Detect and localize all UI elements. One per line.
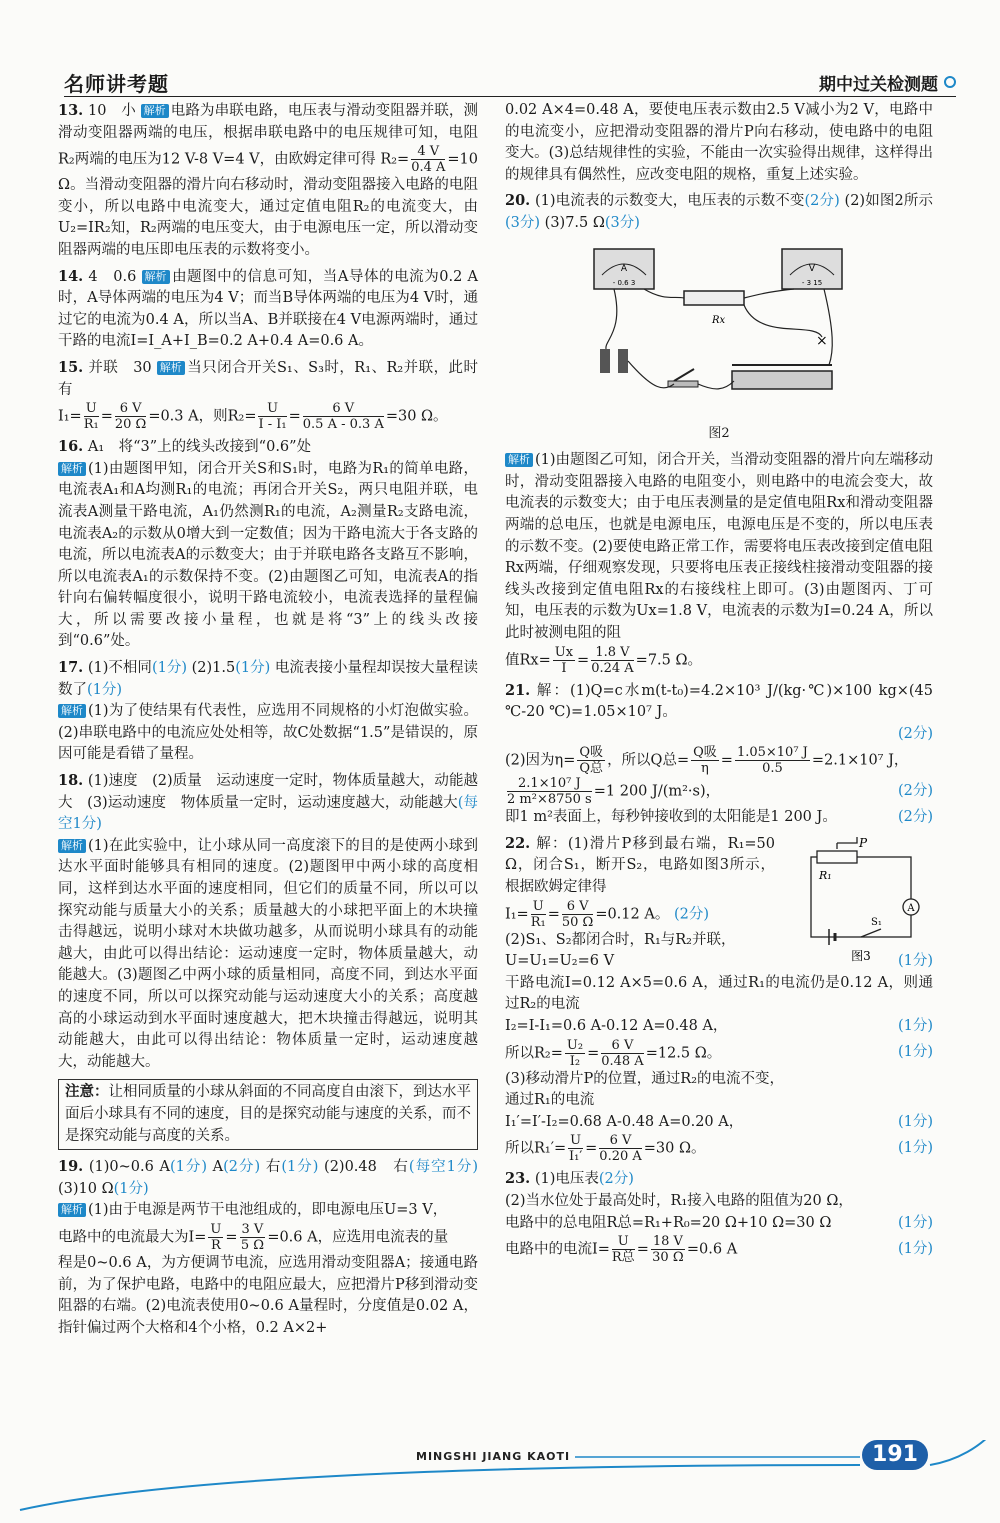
question-22: 22. 解：(1)滑片P移到最右端，R₁=50 Ω，闭合S₁，断开S₂，电路如图3所示，根据欧姆定律得 I₁= $\frac{U}{\text{R₁}}$ = $\frac{6 V}{50 \Omega}$ =0.12 A。 (2分) P R₁ A S₁ 图3 (2)S₁、S₂都闭合时，R₁与R₂并联， U=U₁=U₂=6 V (1分) 干路电流I=0.12 A×5=0.6 A，通过R₁的电流仍是0.12 A，则通过R₂的电流 I₂=I-I₁=0.6 A-0.12 A=0.48 A， (1分) 所以R₂= $\frac{\text{U₂}}{\text{I₂}}$ = $\frac{6 V}{0.48 A}$ =12.5 Ω。 (1分) (3)移动滑片P的位置，通过R₂的电流不变， 通过R₁的电流 I₁′=I′-I₂=0.68 A-0.48 A=0.20 A， (1分) 所以R₁′= $\frac{U}{\text{I₁′}}$ = $\frac{6 V}{0.20 A}$ =30 Ω。 (1分) xyxy=(505,834,933,1165)
voltmeter-scale: - 3 15 xyxy=(801,278,823,287)
page-number: 191 xyxy=(862,1440,928,1470)
note-box: 注意：让相同质量的小球从斜面的不同高度自由滚下，到达水平面后小球具有不同的速度，目的是探究动能与速度的关系，而不是探究动能与高度的关系。 xyxy=(58,1079,478,1150)
page-footer xyxy=(0,1440,1000,1523)
analysis-tag: 解析 xyxy=(142,270,170,284)
resistor-rx xyxy=(684,291,744,305)
cross-mark: × xyxy=(816,332,828,349)
analysis-tag: 解析 xyxy=(58,1203,86,1217)
analysis-tag: 解析 xyxy=(58,839,86,853)
formula-line: 所以R₁′= $\frac{U}{\text{I₁′}}$ = $\frac{6 V}{0.20 A}$ =30 Ω。 (1分) xyxy=(505,1133,933,1165)
figure-2-caption: 图2 xyxy=(708,425,730,441)
circuit-figure-3 xyxy=(791,835,931,965)
footer-text: MINGSHI JIANG KAOTI xyxy=(416,1450,571,1463)
switch-s1 xyxy=(861,929,881,937)
formula-line: 值Rx= $\frac{Ux}{I}$ = $\frac{1.8 V}{0.24 A}$ =7.5 Ω。 xyxy=(505,644,703,676)
s1-label: S₁ xyxy=(871,916,882,928)
question-16: 16. A₁ 将“3”上的线头改接到“0.6”处 解析 (1)由题图甲知，闭合开关S和S₁时，电路为R₁的简单电路，电流表A₁和A均测R₁的电流；再闭合开关S₂，两只电阻并联，电流表A测量干路电流，A₁仍然测R₁的电流，A₂测量R₂支路电流，电流表A₂的示数从0增大到一定数值；因为干路电流大于各支路的电流，所以电流表A的示数变大；由于并联电路各支路互不影响，所以电流表A₁的示数保持不变。(2)由题图乙可知，电流表A的指针向右偏转幅度很小，说明干路电流较小，电流表选择的量程偏大，所以需要改接小量程，也就是将“3”上的线头改接到“0.6”处。 xyxy=(58,438,478,650)
rx-label: Rx xyxy=(712,314,726,326)
header-dot-icon xyxy=(944,76,956,88)
question-23: 23. (1)电压表(2分) (2)当水位处于最高处时，R₁接入电路的阻值为20 Ω， 电路中的总电阻R总=R₁+R₀=20 Ω+10 Ω=30 Ω (1分) 电路中的电流I= $\frac{U}{\text{R总}}$ = $\frac{18 V}{30 \Omega}$ =0.6 A (1分) xyxy=(505,1170,933,1266)
question-19: 19. (1)0~0.6 A(1分) A(2分) 右(1分) (2)0.48 右(每空1分) (3)10 Ω(1分) 解析 (1)由于电源是两节干电池组成的，即电源电压U=3 V， 电路中的电流最大为I= $\frac{U}{R}$ = $\frac{3 V}{5 \Omega}$ =0.6 A，应选用电流表的量 程是0~0.6 A，为方便调节电流，应选用滑动变阻器A；接通电路前，为了保护电路，电路中的电阻应最大，应把滑片P移到滑动变阻器的右端。(2)电流表使用0~0.6 A量程时，分度值是0.02 A，指针偏过两个大格和4个小格，0.2 A×2+ xyxy=(58,1158,479,1336)
fraction: $\frac{4 V}{0.4 A}$ xyxy=(411,144,446,176)
section-title: 期中过关检测题 xyxy=(819,75,938,95)
figure-3-caption: 图3 xyxy=(851,948,871,963)
right-column xyxy=(505,100,933,1269)
question-17: 17. (1)不相同(1分) (2)1.5(1分) 电流表接小量程却误按大量程读数了(1分) 解析 (1)为了使结果有代表性，应选用不同规格的小灯泡做实验。(2)串联电路中的电流应处处相等，故C处数据“1.5”是错误的，原因可能是看错了量程。 xyxy=(58,659,479,763)
header-divider xyxy=(64,96,956,97)
formula-line: $\frac{\text{2.1×10⁷ J}}{\text{2 m²×8750 s}}$ =1 200 J/(m²·s)， (2分) xyxy=(507,776,933,808)
r1-label: R₁ xyxy=(819,868,832,882)
analysis-tag: 解析 xyxy=(505,453,533,467)
battery xyxy=(600,349,610,373)
analysis-tag: 解析 xyxy=(58,704,86,718)
rheostat xyxy=(732,371,832,389)
analysis-tag: 解析 xyxy=(157,361,185,375)
switch xyxy=(674,369,694,381)
formula-line: 电路中的电流I= $\frac{U}{\text{R总}}$ = $\frac{18 V}{30 \Omega}$ =0.6 A (1分) xyxy=(505,1234,933,1266)
ammeter-label: A xyxy=(620,263,628,274)
voltmeter-label: V xyxy=(808,263,816,274)
ammeter-label: A xyxy=(907,902,915,914)
circuit-figure-2 xyxy=(584,241,854,421)
question-21: 21. 解：(1)Q=c水m(t-t₀)=4.2×10³ J/(kg·℃)×100 kg×(45 ℃-20 ℃)=1.05×10⁷ J。 (2分) (2)因为η= $\frac{\text{Q吸}}{\text{Q总}}$ ，所以Q总= $\frac{\text{Q吸}}{\eta}$ = $\frac{\text{1.05×10⁷ J}}{0.5}$ =2.1×10⁷ J， $\frac{\text{2.1×10⁷ J}}{\text{2 m²×8750 s}}$ =1 200 J/(m²·s)， (2分) 即1 m²表面上，每秒钟接收到的太阳能是1 200 J。 (2分) xyxy=(505,681,934,826)
question-13: 13. 10 小 解析 电路为串联电路，电压表与滑动变阻器并联，测滑动变阻器两端的电压，根据串联电路中的电压规律可知，电阻R₂两端的电压为12 V-8 V=4 V，由欧姆定律可得 R₂= $\frac{4 V}{0.4 A}$ =10 Ω。当滑动变阻器的滑片向右移动时，滑动变阻器接入电路的电阻变小，所以电路中电流变大，通过定值电阻R₂的电流变大，由U₂=IR₂知，R₂两端的电压变大，由于电源电压一定，所以滑动变阻器两端的电压即电压表的示数将变小。 xyxy=(58,102,479,258)
formula-line: I₁= $\frac{U}{\text{R₁}}$ = $\frac{6 V}{20 \Omega}$ =0.3 A，则R₂= $\frac{U}{\text{I - I₁}}$ = $\frac{6 V}{0.5 A - 0.3 A}$ =30 Ω。 xyxy=(58,401,448,433)
question-20: 20. (1)电流表的示数变大，电压表的示数不变(2分) (2)如图2所示(3分) (3)7.5 Ω(3分) A - 0.6 3 V - 3 15 Rx × 图2 解析 (1)由题图乙可知，闭合开关，当滑动变阻器的滑片向左端移动时，滑动变阻器接入电路的电阻变小，则电路中的电流会变大，故电流表的示数变大；由于电压表测量的是定值电阻Rx和滑动变阻器两端的总电压，也就是电源电压，电源电压是不变的，所以电压表的示数不变。(2)要使电路正常工作，需要将电压表改接到定值电阻Rx两端，仔细观察发现，只要将电压表正接线柱接滑动变阻器的接线头改接到定值电阻Rx的右接线柱上即可。(3)由题图丙、丁可知，电压表的示数为Ux=1.8 V，电流表的示数为I=0.24 A，所以此时被测电阻的阻 值Rx= $\frac{Ux}{I}$ = $\frac{1.8 V}{0.24 A}$ =7.5 Ω。 xyxy=(505,192,933,676)
formula-line: (2)因为η= $\frac{\text{Q吸}}{\text{Q总}}$ ，所以Q总= $\frac{\text{Q吸}}{\eta}$ = $\frac{\text{1.05×10⁷ J}}{0.5}$ =2.1×10⁷ J， xyxy=(505,745,909,777)
question-18: 18. (1)速度 (2)质量 运动速度一定时，物体质量越大，动能越大 (3)运动速度 物体质量一定时，运动速度越大，动能越大(每空1分) 解析 (1)在此实验中，让小球从同一高度滚下的目的是使两小球到达水平面时能够具有相同的速度。(2)题图甲中两小球的高度相同，这样到达水平面的速度相同，但它们的质量不同，所以可以探究动能与质量大小的关系；质量越大的小球把平面上的木块撞击得越远，说明小球对木块做功越多，从而说明小球具有的动能越大，由此可以得出结论：运动速度一定时，物体质量越大，动能越大。(3)题图乙中两小球的质量相同，高度不同，到达水平面的速度不同，所以可以探究动能与运动速度大小的关系；高度越高的小球运动到水平面时速度越大，把木块撞击得越远，说明其动能越大，由此可以得出结论：物体质量一定时，运动速度越大，动能越大。 xyxy=(58,772,479,1070)
question-14: 14. 4 0.6 解析 由题图中的信息可知，当A导体的电流为0.2 A时，A导体两端的电压为4 V；而当B导体两端的电压为4 V时，通过它的电流为0.4 A，所以当A、B并联接在4 V电源两端时，通过干路的电流I=I_A+I_B=0.2 A+0.4 A=0.6 A。 xyxy=(58,267,478,350)
left-column xyxy=(58,100,478,1343)
formula-line: 电路中的电流最大为I= $\frac{U}{R}$ = $\frac{3 V}{5 \Omega}$ =0.6 A，应选用电流表的量 xyxy=(58,1221,449,1253)
page-header xyxy=(0,0,1000,100)
battery xyxy=(618,349,628,373)
formula-line: I₁= $\frac{U}{\text{R₁}}$ = $\frac{6 V}{50 \Omega}$ =0.12 A。 (2分) xyxy=(505,898,709,930)
analysis-tag: 解析 xyxy=(58,462,86,476)
ammeter-scale: - 0.6 3 xyxy=(612,278,636,287)
formula-line: 所以R₂= $\frac{\text{U₂}}{\text{I₂}}$ = $\frac{6 V}{0.48 A}$ =12.5 Ω。 (1分) xyxy=(505,1037,933,1069)
question-19-continued: 0.02 A×4=0.48 A，要使电压表示数由2.5 V减小为2 V，电路中的电流变小，应把滑动变阻器的滑片P向右移动，使电路中的电阻变大。(3)总结规律性的实验，不能由一次实验得出规律，这样得出的规律具有偶然性，应改变电阻的规格，重复上述实验。 xyxy=(505,102,933,183)
p-label: P xyxy=(859,835,868,850)
resistor-r1 xyxy=(817,851,857,863)
question-15: 15. 并联 30 解析 当只闭合开关S₁、S₃时，R₁、R₂并联，此时有 I₁= $\frac{U}{\text{R₁}}$ = $\frac{6 V}{20 \Omega}$ =0.3 A，则R₂= $\frac{U}{\text{I - I₁}}$ = $\frac{6 V}{0.5 A - 0.3 A}$ =30 Ω。 xyxy=(58,358,479,433)
analysis-tag: 解析 xyxy=(141,104,169,118)
book-title: 名师讲考题 xyxy=(64,72,169,96)
